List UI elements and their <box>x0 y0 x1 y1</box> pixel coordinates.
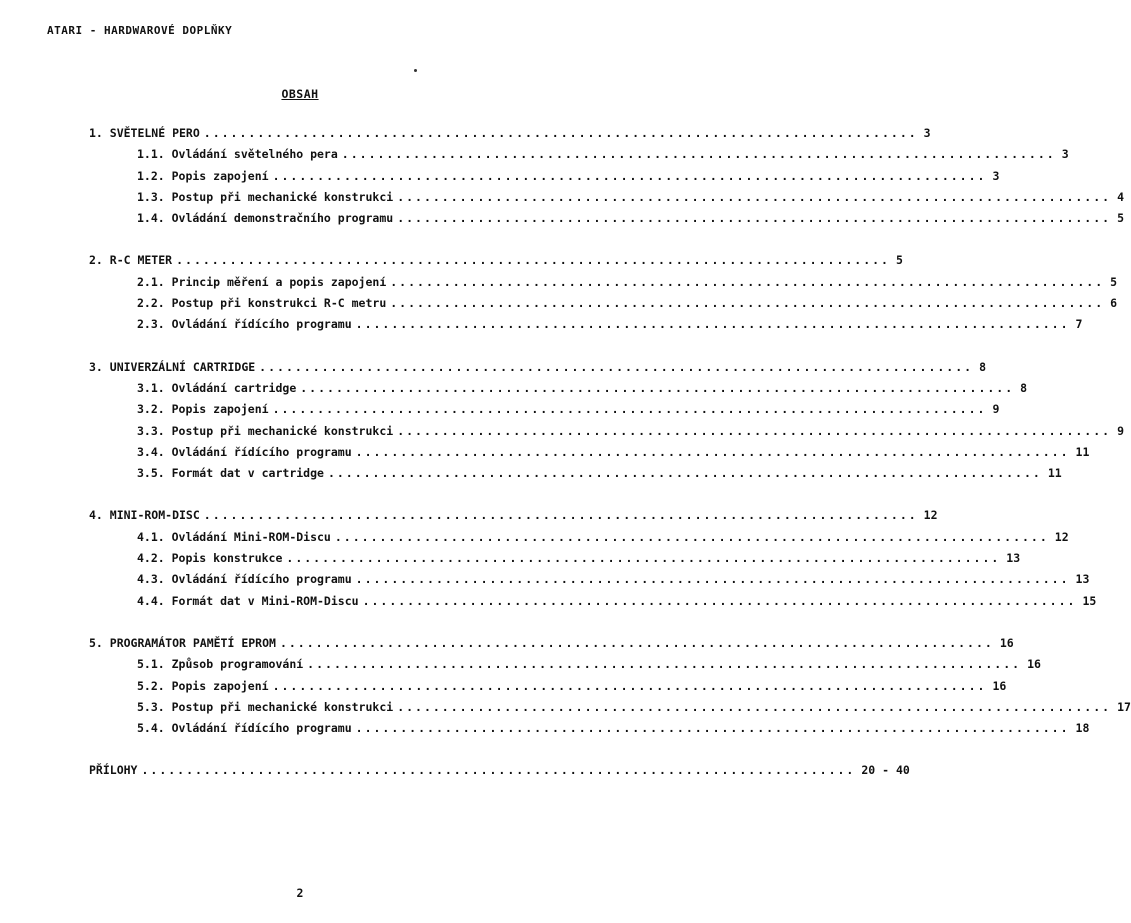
toc-subentry <box>89 657 1041 678</box>
toc-entry-page: 17 <box>1117 699 1131 714</box>
toc-subentry <box>89 402 1000 423</box>
toc-entry-page: 11 <box>1047 466 1062 481</box>
toc-subentry <box>89 678 1007 700</box>
toc-entry-label: 5.2. Popis zapojení <box>137 678 269 693</box>
toc-entry-label: 1.3. Postup při mechanické konstrukci <box>137 189 394 204</box>
toc-section-heading <box>89 508 938 529</box>
toc-entry-label: 5. PROGRAMÁTOR PAMĚTÍ EPROM <box>89 635 276 650</box>
toc-entry-page: 13 <box>1075 572 1090 587</box>
toc-entry-page: 9 <box>992 402 1000 417</box>
dot-leader: ................................................................................ <box>355 572 1070 587</box>
toc-entry-label: 5.1. Způsob programování <box>137 657 304 672</box>
toc-entry-label: 4. MINI-ROM-DISC <box>89 508 200 523</box>
toc-subentry <box>89 168 1000 190</box>
dot-leader: ................................................................................ <box>397 211 1112 226</box>
toc-entry-page: 3 <box>992 168 1000 183</box>
toc-entry-label: 3.5. Formát dat v cartridge <box>137 466 324 481</box>
toc-entry-page: 4 <box>1117 189 1125 204</box>
toc-section <box>89 253 1118 338</box>
toc-subentry <box>89 529 1069 551</box>
toc-section <box>89 359 1125 488</box>
toc-section-heading <box>89 359 986 381</box>
toc-entry-page: 8 <box>979 359 986 374</box>
toc-entry-label: 3.3. Postup při mechanické konstrukci <box>137 423 394 438</box>
toc-entry-label: 5.3. Postup při mechanické konstrukci <box>137 699 394 714</box>
toc-entry-label: 2.2. Postup při konstrukci R-C metru <box>137 296 387 311</box>
toc-entry-label: 2.3. Ovládání řídícího programu <box>137 317 352 332</box>
dot-leader: ................................................................................ <box>307 657 1022 672</box>
toc-subentry <box>89 572 1090 593</box>
toc-subentry <box>89 296 1118 317</box>
page-number: 2 <box>296 886 304 900</box>
table-of-contents <box>89 126 1131 785</box>
dot-leader: ................................................................................ <box>334 529 1049 544</box>
toc-entry-label: 2. R-C METER <box>89 253 173 268</box>
toc-entry-label: 3. UNIVERZÁLNÍ CARTRIDGE <box>89 359 256 374</box>
toc-entry-label: 3.4. Ovládání řídícího programu <box>137 444 352 459</box>
dot-leader: ................................................................................ <box>390 296 1105 311</box>
toc-entry-label: 5.4. Ovládání řídícího programu <box>137 721 352 736</box>
toc-section-heading <box>89 253 903 274</box>
dot-leader: ................................................................................ <box>272 678 987 693</box>
dot-leader: ................................................................................ <box>341 147 1056 162</box>
toc-subentry <box>89 317 1083 338</box>
toc-entry-label: 4.3. Ovládání řídícího programu <box>137 572 352 587</box>
toc-entry-label: 4.4. Formát dat v Mini-ROM-Discu <box>137 593 359 608</box>
toc-section <box>89 635 1131 742</box>
dot-leader: ................................................................................ <box>176 253 890 268</box>
dot-leader: ................................................................................ <box>272 402 987 417</box>
toc-entry-page: 8 <box>1020 380 1028 395</box>
toc-entry-page: 5 <box>1117 211 1125 226</box>
toc-entry-page: 12 <box>923 508 938 523</box>
toc-entry-page: 11 <box>1075 444 1090 459</box>
toc-section <box>89 126 1125 232</box>
dot-leader: ................................................................................ <box>286 551 1001 566</box>
toc-entry-page: 5 <box>895 253 903 268</box>
toc-entry-page: 5 <box>1110 274 1118 289</box>
dot-leader: ................................................................................ <box>355 444 1070 459</box>
toc-entry-label: 1.4. Ovládání demonstračního programu <box>137 211 394 226</box>
toc-subentry <box>89 593 1097 615</box>
dot-leader: ................................................................................ <box>279 635 994 650</box>
dot-leader: ................................................................................ <box>141 763 856 778</box>
toc-subentry <box>89 699 1131 721</box>
toc-entry-label: 1. SVĚTELNÉ PERO <box>89 126 200 140</box>
running-header: ATARI - HARDWAROVÉ DOPLŇKY <box>47 24 233 37</box>
toc-entry-page: 3 <box>923 126 931 140</box>
dot-leader: ................................................................................ <box>397 423 1112 438</box>
toc-entry-page: 15 <box>1082 593 1097 608</box>
toc-entry-page: 13 <box>1006 551 1021 566</box>
toc-title: OBSAH <box>281 87 319 101</box>
toc-subentry <box>89 444 1090 466</box>
toc-entry-label: PŘÍLOHY <box>89 763 138 778</box>
toc-entry-page: 16 <box>992 678 1007 693</box>
scan-speck <box>414 69 417 72</box>
toc-subentry <box>89 274 1118 296</box>
toc-subentry <box>89 551 1021 572</box>
toc-subentry <box>89 147 1069 168</box>
toc-subentry <box>89 189 1125 211</box>
dot-leader: ................................................................................ <box>397 189 1112 204</box>
dot-leader: ................................................................................ <box>259 359 974 374</box>
toc-subentry <box>89 380 1028 402</box>
toc-sections <box>89 126 1131 742</box>
dot-leader: ................................................................................ <box>300 380 1015 395</box>
toc-subentry <box>89 211 1125 232</box>
toc-entry-page: 12 <box>1054 529 1069 544</box>
dot-leader: ................................................................................ <box>272 168 987 183</box>
toc-entry-label: 3.1. Ovládání cartridge <box>137 380 297 395</box>
toc-subentry <box>89 423 1125 445</box>
toc-entry-label: 1.2. Popis zapojení <box>137 168 269 183</box>
toc-entry-page: 3 <box>1061 147 1069 162</box>
toc-section <box>89 508 1097 614</box>
toc-entry-page: 6 <box>1110 296 1118 311</box>
toc-entry-label: 4.1. Ovládání Mini-ROM-Discu <box>137 529 331 544</box>
toc-entry-page: 20 - 40 <box>861 763 910 778</box>
dot-leader: ................................................................................ <box>203 126 918 140</box>
dot-leader: ................................................................................ <box>355 317 1070 332</box>
dot-leader: ................................................................................ <box>390 274 1105 289</box>
toc-entry-page: 7 <box>1075 317 1083 332</box>
toc-subentry <box>89 466 1062 487</box>
toc-entry-page: 16 <box>999 635 1014 650</box>
toc-appendix-row <box>89 763 910 784</box>
toc-title-wrap <box>0 87 600 101</box>
toc-section-heading <box>89 126 931 147</box>
dot-leader: ................................................................................ <box>355 721 1070 736</box>
toc-entry-label: 4.2. Popis konstrukce <box>137 551 283 566</box>
toc-entry-page: 18 <box>1075 721 1090 736</box>
toc-entry-label: 3.2. Popis zapojení <box>137 402 269 417</box>
toc-entry-label: 1.1. Ovládání světelného pera <box>137 147 338 162</box>
dot-leader: ................................................................................ <box>203 508 918 523</box>
toc-section-heading <box>89 635 1014 657</box>
dot-leader: ................................................................................ <box>362 593 1077 608</box>
toc-entry-page: 9 <box>1117 423 1125 438</box>
toc-entry-label: 2.1. Princip měření a popis zapojení <box>137 274 387 289</box>
toc-entry-page: 16 <box>1027 657 1041 672</box>
dot-leader: ................................................................................ <box>397 699 1112 714</box>
dot-leader: ................................................................................ <box>327 466 1042 481</box>
toc-subentry <box>89 721 1090 742</box>
